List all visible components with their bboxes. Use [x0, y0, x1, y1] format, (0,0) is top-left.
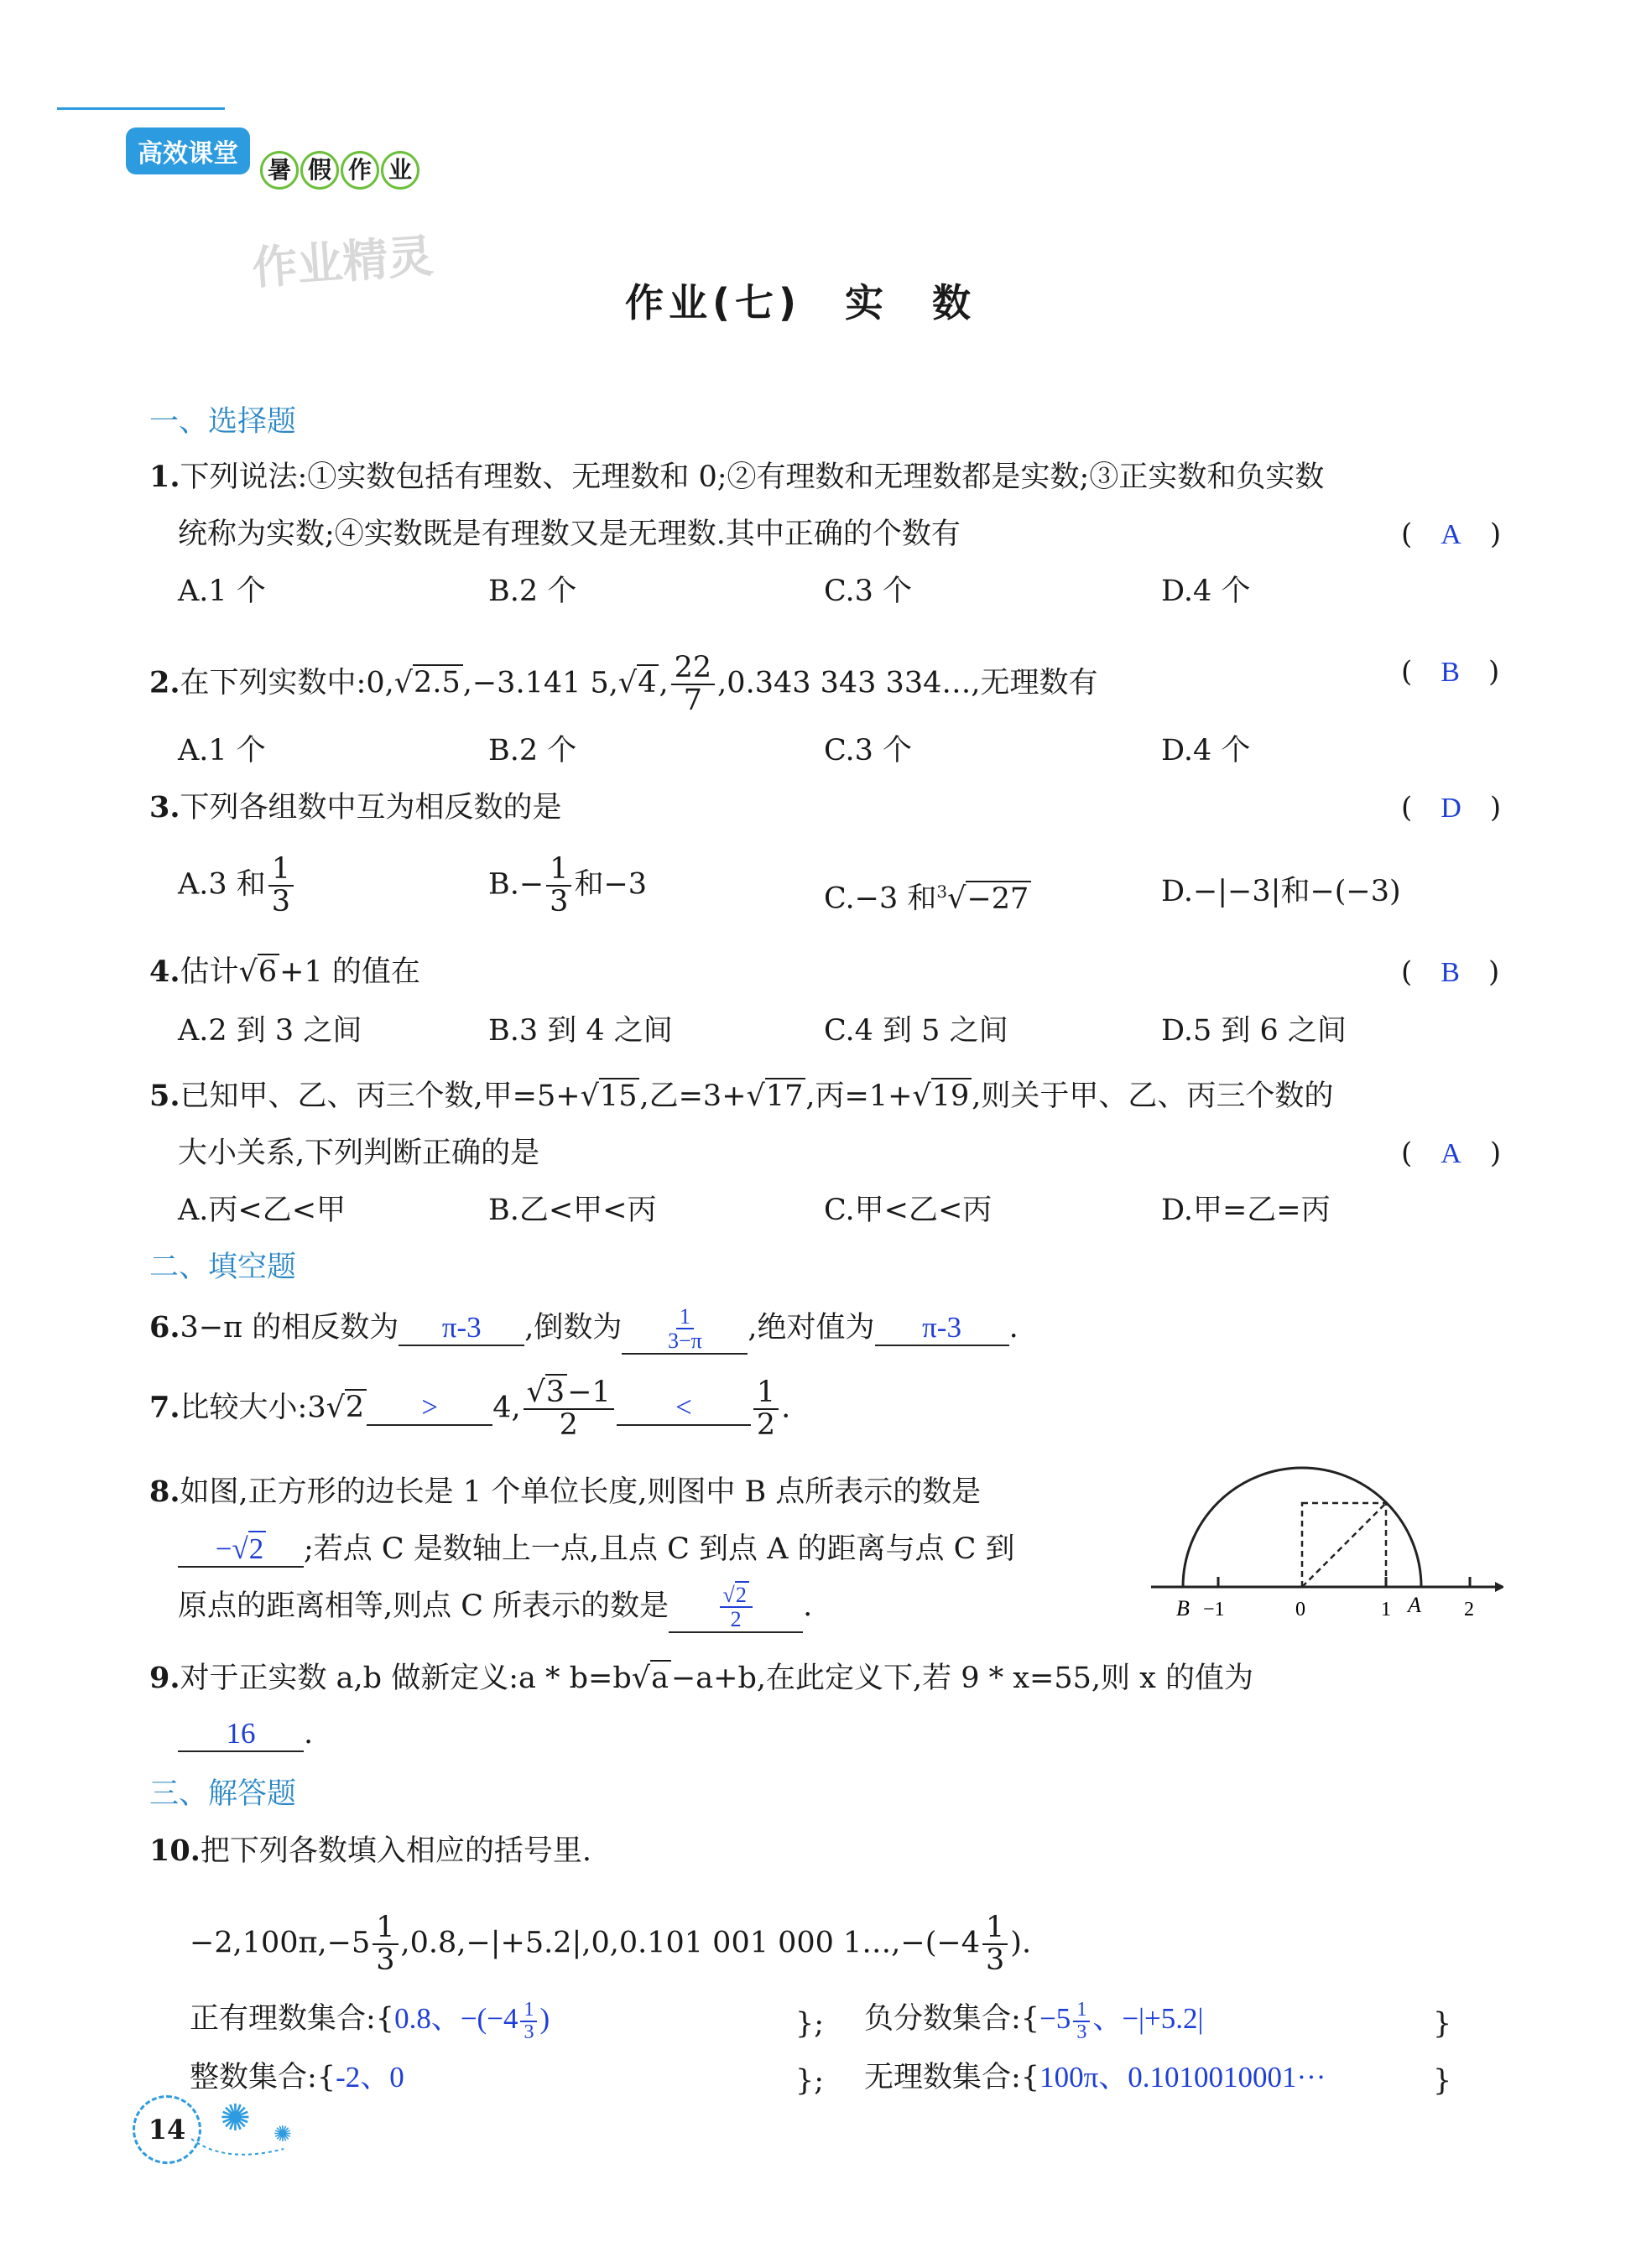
- option-b: B.2 个: [488, 575, 577, 608]
- label-minus-one: −1: [1203, 1599, 1225, 1620]
- question-number: 4.: [149, 955, 180, 989]
- numerator: 1: [676, 1305, 694, 1329]
- question-text: 如图,正方形的边长是 1 个单位长度,则图中 B 点所表示的数是: [180, 1475, 982, 1509]
- answer: 16: [226, 1717, 256, 1750]
- logo-char: 作: [341, 151, 379, 190]
- answer: B: [1441, 957, 1460, 988]
- answer-bracket: ( A ): [1401, 1137, 1502, 1170]
- answer: A: [1441, 1138, 1461, 1169]
- question-text: −a+b,在此定义下,若 9 * x=55,则 x 的值为: [670, 1662, 1253, 1695]
- label-b: B: [1176, 1596, 1190, 1620]
- question-number: 8.: [149, 1475, 180, 1509]
- option-a: [178, 854, 296, 918]
- denominator: 3: [986, 1943, 1005, 1977]
- question-text: ,−3.141 5,: [462, 666, 618, 700]
- option-text: C.−3 和: [824, 882, 937, 916]
- question-text: +1 的值在: [279, 955, 420, 989]
- set-integer: [190, 2058, 404, 2097]
- numerator: 1: [520, 2000, 537, 2022]
- answer: −: [215, 1532, 232, 1565]
- answer: π-3: [922, 1310, 961, 1344]
- answer: 、−|+5.2|: [1092, 2002, 1204, 2036]
- option-b: [488, 854, 647, 918]
- fraction: [753, 1377, 779, 1441]
- question-3: [149, 788, 562, 827]
- question-number: 5.: [149, 1079, 180, 1113]
- option-b: B.3 到 4 之间: [488, 1014, 673, 1048]
- question-text: .: [1008, 1310, 1019, 1345]
- fraction: [671, 653, 716, 716]
- option-d: D.4 个: [1161, 575, 1251, 608]
- denominator: 3: [1076, 2021, 1087, 2044]
- answer-fraction: [664, 1305, 706, 1353]
- set-label: 正有理数集合:{: [190, 2002, 395, 2037]
- section-heading-solve: 三、解答题: [149, 1777, 297, 1811]
- numerator: √3−1: [524, 1377, 614, 1410]
- question-text: 3−π 的相反数为: [180, 1310, 399, 1345]
- header-decoration-line: [57, 107, 225, 110]
- answer: <: [675, 1391, 692, 1424]
- question-number: 2.: [149, 665, 180, 700]
- answer-bracket: ( B ): [1401, 955, 1500, 989]
- option-a: A.1 个: [178, 734, 266, 767]
- label-two: 2: [1464, 1599, 1474, 1620]
- option-b: B.2 个: [488, 734, 577, 767]
- root-index: 3: [936, 882, 948, 902]
- option-d: D.−|−3|和−(−3): [1161, 875, 1401, 908]
- question-text: ,倒数为: [524, 1310, 623, 1345]
- radicand: 2: [345, 1389, 367, 1424]
- page-title: 作业(七) 实 数: [625, 280, 977, 325]
- option-a: A.丙<乙<甲: [178, 1194, 346, 1227]
- radicand: 6: [258, 954, 279, 989]
- question-1-line2: 统称为实数;④实数既是有理数又是无理数.其中正确的个数有: [178, 518, 961, 551]
- question-number: 6.: [149, 1309, 180, 1345]
- set-irrational: [864, 2058, 1326, 2097]
- fraction: [373, 1912, 398, 1976]
- fraction: [1073, 2000, 1090, 2043]
- radicand: a: [650, 1660, 671, 1695]
- question-8-line1: [149, 1473, 981, 1511]
- question-text: ,则关于甲、乙、丙三个数的: [972, 1079, 1334, 1113]
- numerator: 1: [1073, 2000, 1090, 2022]
- number-line-figure: [1143, 1459, 1503, 1627]
- number-list-text: ).: [1010, 1926, 1032, 1960]
- answer-blank: [617, 1391, 751, 1426]
- set-answer: [394, 1999, 550, 2044]
- set-end: }: [1433, 2064, 1452, 2098]
- option-c: C.甲<乙<丙: [824, 1194, 993, 1227]
- option-text: A.3 和: [178, 867, 266, 902]
- arrow-icon: [1495, 1582, 1503, 1592]
- option-a: A.1 个: [178, 575, 266, 608]
- number-list: [190, 1912, 1031, 1976]
- label-one: 1: [1381, 1599, 1391, 1620]
- question-4: 4.估计√6+1 的值在: [149, 955, 420, 989]
- set-answer: -2、0: [336, 2061, 404, 2094]
- radicand: 4: [637, 664, 659, 700]
- footer-decoration-curve: [191, 2130, 292, 2164]
- answer: A: [1441, 519, 1461, 550]
- option-a: A.2 到 3 之间: [178, 1014, 362, 1048]
- question-6: [149, 1305, 1019, 1355]
- numerator: 1: [753, 1377, 779, 1410]
- answer-fraction: [720, 1584, 753, 1631]
- radicand: 2: [735, 1581, 749, 1607]
- logo-char: 假: [300, 151, 339, 190]
- flower-icon: ✺: [274, 2122, 292, 2147]
- answer-blank: [178, 1717, 304, 1752]
- watermark: 作业精灵: [250, 229, 435, 295]
- denominator: 3: [524, 2021, 534, 2044]
- question-text: ;若点 C 是数轴上一点,且点 C 到点 A 的距离与点 C 到: [304, 1532, 1015, 1566]
- answer-blank: [622, 1305, 748, 1355]
- question-text: ,乙=3+: [639, 1079, 747, 1113]
- denominator: 3: [376, 1943, 395, 1977]
- answer-blank: [669, 1584, 803, 1633]
- option-b: B.乙<甲<丙: [488, 1194, 657, 1227]
- numerator: 1: [546, 854, 571, 887]
- logo-char: 暑: [260, 151, 299, 190]
- answer-blank: [399, 1311, 524, 1346]
- denominator: 3−π: [668, 1329, 702, 1354]
- answer: D: [1441, 793, 1461, 824]
- answer: B: [1441, 657, 1460, 688]
- question-text: 下列说法:①实数包括有理数、无理数和 0;②有理数和无理数都是实数;③正实数和负实数: [180, 460, 1325, 494]
- question-9-line2: [178, 1714, 313, 1753]
- answer-bracket: ( D ): [1401, 791, 1502, 824]
- question-text: 原点的距离相等,则点 C 所表示的数是: [178, 1589, 670, 1623]
- page-number: 14: [148, 2114, 186, 2146]
- question-7: 7.比较大小:3√2 > 4, $\frac{√3-1}{2}$ < $\frac{1}{2}$ .: [149, 1376, 791, 1442]
- answer-blank: [875, 1311, 1009, 1346]
- question-5-line2: 大小关系,下列判断正确的是: [178, 1137, 540, 1170]
- logo-char: 业: [381, 151, 419, 190]
- question-text: 已知甲、乙、丙三个数,甲=5+: [180, 1079, 581, 1113]
- fraction: [982, 1912, 1008, 1976]
- radicand: 2.5: [413, 664, 463, 700]
- label-zero: 0: [1295, 1599, 1305, 1620]
- numerator: 1: [373, 1912, 398, 1945]
- fraction: [524, 1377, 614, 1441]
- radicand: 2: [248, 1531, 267, 1565]
- set-positive-rational: [190, 2000, 550, 2043]
- question-text: .: [304, 1717, 314, 1750]
- radicand: 3: [545, 1374, 567, 1409]
- answer-blank: [367, 1391, 492, 1426]
- set-end: }: [1433, 2007, 1452, 2041]
- set-negative-fraction: [864, 2000, 1204, 2043]
- section-heading-fill: 二、填空题: [149, 1251, 297, 1284]
- set-label: 整数集合:{: [190, 2061, 336, 2094]
- set-answer: 100π、0.1010010001···: [1039, 2061, 1326, 2094]
- numerator-rest: −1: [567, 1376, 611, 1409]
- radicand: 19: [931, 1078, 972, 1113]
- question-text: 在下列实数中:0,: [180, 666, 394, 700]
- set-label: 负分数集合:{: [864, 2002, 1040, 2037]
- denominator: 7: [683, 683, 703, 717]
- section-heading-choice: 一、选择题: [149, 405, 297, 439]
- question-8-line3: [178, 1584, 812, 1633]
- set-label: 无理数集合:{: [864, 2061, 1040, 2094]
- answer-bracket: ( A ): [1401, 518, 1502, 551]
- question-number: 7.: [149, 1390, 180, 1425]
- denominator: 2: [730, 1607, 742, 1632]
- fraction: [268, 854, 294, 918]
- set-answer: [1039, 1999, 1204, 2044]
- radicand: −27: [966, 881, 1031, 916]
- question-text: 下列各组数中互为相反数的是: [180, 791, 562, 824]
- question-9-line1: 9.对于正实数 a,b 做新定义:a * b=b√a−a+b,在此定义下,若 9 * x=55,则 x 的值为: [149, 1661, 1253, 1695]
- question-text: 比较大小:3: [180, 1391, 326, 1425]
- number-list-text: ,0.8,−|+5.2|,0,0.101 001 000 1…,−(−4: [400, 1926, 981, 1960]
- answer: >: [421, 1391, 439, 1424]
- option-d: D.5 到 6 之间: [1161, 1014, 1347, 1048]
- radicand: 15: [599, 1078, 640, 1113]
- numerator: 1: [268, 854, 294, 887]
- question-text: ,丙=1+: [805, 1079, 913, 1113]
- option-c: C.3 个: [824, 734, 913, 767]
- label-a: A: [1408, 1593, 1421, 1617]
- option-d: D.4 个: [1161, 734, 1251, 767]
- question-8-line2: [178, 1530, 1015, 1568]
- answer: −5: [1039, 2002, 1071, 2036]
- option-c: C.−3 和$^3$√−27: [824, 872, 1031, 918]
- answer: 0.8、−(−4: [394, 2002, 518, 2036]
- option-text: 和−3: [574, 867, 648, 902]
- option-d: D.甲=乙=丙: [1161, 1194, 1331, 1227]
- question-number: 10.: [149, 1834, 201, 1868]
- question-text: ,绝对值为: [748, 1310, 875, 1345]
- set-end: };: [795, 2064, 825, 2098]
- question-2: 2.在下列实数中:0,√2.5,−3.141 5,√4, $\frac{22}{7}$ ,0.343 343 334…,无理数有: [149, 651, 1098, 717]
- option-text: B.−: [488, 867, 544, 902]
- logo-sub: [260, 151, 421, 190]
- option-c: C.3 个: [824, 575, 913, 608]
- question-10: [149, 1832, 591, 1870]
- denominator: 3: [271, 884, 291, 918]
- question-text: 把下列各数填入相应的括号里.: [200, 1834, 592, 1868]
- answer-blank: −√2: [178, 1532, 304, 1568]
- semicircle-arc: [1183, 1468, 1421, 1587]
- answer: ): [539, 2002, 550, 2036]
- logo-main: 高效课堂: [126, 127, 250, 174]
- question-text: .: [781, 1391, 791, 1425]
- answer: π-3: [441, 1310, 482, 1344]
- question-number: 1.: [149, 460, 180, 494]
- question-1-line1: [149, 458, 1324, 497]
- diagonal: [1302, 1503, 1386, 1587]
- question-text: 估计: [180, 955, 239, 989]
- denominator: 3: [550, 884, 569, 918]
- number-list-text: −2,100π,−5: [190, 1926, 371, 1960]
- flower-icon: ✺: [220, 2097, 251, 2140]
- numerator: √2: [720, 1584, 753, 1608]
- question-text: 对于正实数 a,b 做新定义:a * b=b: [180, 1662, 632, 1695]
- question-text: .: [803, 1589, 813, 1623]
- radicand: 17: [765, 1078, 806, 1113]
- option-c: C.4 到 5 之间: [824, 1014, 1008, 1048]
- question-5-line1: 5.已知甲、乙、丙三个数,甲=5+√15,乙=3+√17,丙=1+√19,则关于甲、乙、丙三个数的: [149, 1079, 1334, 1113]
- set-end: };: [795, 2007, 825, 2041]
- denominator: 2: [756, 1407, 776, 1442]
- question-text: 4,: [492, 1391, 521, 1425]
- question-number: 9.: [149, 1661, 180, 1695]
- answer-bracket: ( B ): [1401, 655, 1500, 689]
- question-number: 3.: [149, 790, 180, 824]
- denominator: 2: [559, 1407, 578, 1442]
- fraction: [520, 2000, 537, 2043]
- question-text: ,0.343 343 334…,无理数有: [717, 666, 1098, 700]
- fraction: [546, 854, 571, 918]
- numerator: 1: [982, 1912, 1008, 1945]
- numerator: 22: [671, 653, 716, 685]
